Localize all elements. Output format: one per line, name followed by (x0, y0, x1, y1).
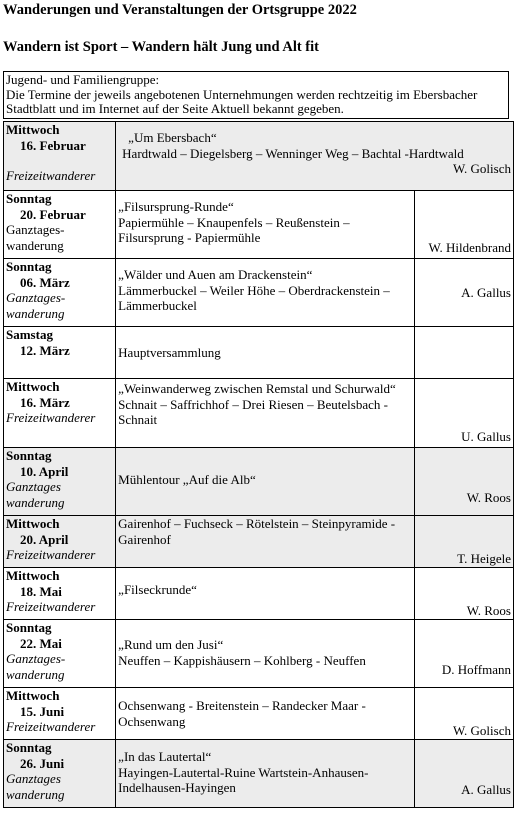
event-date: 12. März (20, 342, 70, 358)
description-cell (116, 191, 415, 259)
date-cell (4, 327, 116, 379)
weekday: Sonntag (6, 620, 52, 635)
event-title: „Um Ebersbach“ (128, 130, 217, 145)
event-route: Hardtwald – Diegelsberg – Wenninger Weg – Bachtal -Hardtwald (122, 145, 464, 161)
event-date: 20. Februar (20, 206, 86, 222)
event-title: Hauptversammlung (118, 344, 221, 360)
table-row (4, 516, 514, 568)
event-date: 18. Mai (20, 583, 62, 599)
description-cell (116, 688, 415, 740)
event-route: Ochsenwang - Breitenstein – Randecker Maar - Ochsenwang (118, 698, 366, 729)
table-row (4, 327, 514, 379)
event-date: 06. März (20, 274, 70, 290)
leader-cell (415, 620, 514, 688)
page-subtitle: Wandern ist Sport – Wandern hält Jung und Alt fit (3, 39, 319, 55)
event-leader: D. Hoffmann (441, 661, 511, 677)
event-date: 22. Mai (20, 635, 62, 651)
description-cell (116, 259, 415, 327)
event-title: „In das Lautertal“ (118, 749, 212, 764)
event-leader: W. Hildenbrand (428, 239, 511, 255)
description-cell (116, 327, 415, 379)
description-cell (116, 568, 415, 620)
description-cell (116, 122, 514, 191)
date-cell (4, 259, 116, 327)
event-leader: T. Heigele (457, 550, 511, 566)
event-leader: A. Gallus (461, 781, 511, 797)
event-date: 15. Juni (20, 703, 65, 719)
weekday: Mittwoch (6, 379, 60, 394)
description-cell (116, 620, 415, 688)
weekday: Mittwoch (6, 688, 60, 703)
event-date: 26. Juni (20, 755, 65, 771)
event-title: „Filseckrunde“ (118, 582, 197, 597)
table-row (4, 379, 514, 448)
weekday: Mittwoch (6, 516, 60, 531)
date-cell (4, 379, 116, 448)
event-type: Ganztages wanderung (6, 479, 65, 510)
event-type: Ganztages-wanderung (6, 651, 66, 682)
event-route: Gairenhof – Fuchseck – Rötelstein – Steinpyramide - Gairenhof (118, 516, 396, 547)
event-leader: W. Roos (466, 489, 511, 505)
event-leader: W. Golisch (452, 722, 511, 738)
intro-box (3, 71, 509, 119)
event-type: Freizeitwanderer (6, 410, 96, 425)
event-date: 10. April (20, 463, 69, 479)
description-cell (116, 379, 415, 448)
description-cell (116, 740, 415, 808)
event-type: Ganztages wanderung (6, 771, 65, 802)
page-title: Wanderungen und Veranstaltungen der Ortsgruppe 2022 (3, 2, 357, 18)
event-type: Freizeitwanderer (6, 168, 96, 183)
event-date: 20. April (20, 531, 69, 547)
table-row (4, 448, 514, 516)
leader-cell (415, 516, 514, 568)
table-row (4, 191, 514, 259)
weekday: Sonntag (6, 259, 52, 274)
event-type: Ganztages-wanderung (6, 290, 66, 321)
table-row (4, 568, 514, 620)
leader-cell (415, 379, 514, 448)
leader-cell (415, 568, 514, 620)
date-cell (4, 740, 116, 808)
date-cell (4, 448, 116, 516)
event-leader: A. Gallus (461, 284, 511, 300)
event-date: 16. März (20, 394, 70, 410)
leader-cell (415, 259, 514, 327)
event-route: Lämmerbuckel – Weiler Höhe – Oberdrackenstein – Lämmerbuckel (118, 282, 390, 313)
intro-text: Die Termine der jeweils angebotenen Unternehmungen werden rechtzeitig im Ebersbacher Stadtblatt und im Internet auf der Seite Aktuell bekannt gegeben. (6, 86, 478, 116)
date-cell (4, 122, 116, 191)
leader-cell (415, 740, 514, 808)
event-title: Mühlentour „Auf die Alb“ (118, 472, 256, 487)
event-title: „Weinwanderweg zwischen Remstal und Schurwald“ (118, 381, 396, 396)
weekday: Mittwoch (6, 568, 60, 583)
event-route: Papiermühle – Knaupenfels – Reußenstein – Filsursprung - Papiermühle (118, 214, 350, 245)
event-title: „Filsursprung-Runde“ (118, 199, 234, 214)
leader-cell (415, 191, 514, 259)
date-cell (4, 568, 116, 620)
event-route: Hayingen-Lautertal-Ruine Wartstein-Anhausen-Indelhausen-Hayingen (118, 764, 369, 795)
date-cell (4, 516, 116, 568)
table-row (4, 620, 514, 688)
event-type: Freizeitwanderer (6, 599, 96, 614)
weekday: Sonntag (6, 448, 52, 463)
weekday: Sonntag (6, 740, 52, 755)
table-row (4, 122, 514, 191)
date-cell (4, 191, 116, 259)
event-date: 16. Februar (20, 137, 86, 153)
leader-cell (415, 327, 514, 379)
intro-heading: Jugend- und Familiengruppe: (6, 72, 160, 87)
event-type: Freizeitwanderer (6, 719, 96, 734)
description-cell (116, 448, 415, 516)
event-leader: W. Golisch (452, 161, 511, 176)
table-row (4, 688, 514, 740)
event-leader: U. Gallus (461, 428, 511, 444)
table-row (4, 740, 514, 808)
schedule-table (3, 121, 514, 808)
description-cell (116, 516, 415, 568)
event-type: Ganztages-wanderung (6, 222, 65, 253)
weekday: Samstag (6, 327, 53, 342)
date-cell (4, 688, 116, 740)
leader-cell (415, 448, 514, 516)
weekday: Sonntag (6, 191, 52, 206)
event-title: „Wälder und Auen am Drackenstein“ (118, 267, 313, 282)
event-title: „Rund um den Jusi“ (118, 637, 224, 652)
event-leader: W. Roos (466, 602, 511, 618)
event-route: Neuffen – Kappishäusern – Kohlberg - Neuffen (118, 652, 366, 668)
date-cell (4, 620, 116, 688)
leader-cell (415, 688, 514, 740)
event-type: Freizeitwanderer (6, 547, 96, 562)
weekday: Mittwoch (6, 122, 60, 137)
event-route: Schnait – Saffrichhof – Drei Riesen – Beutelsbach - Schnait (118, 396, 388, 427)
table-row (4, 259, 514, 327)
